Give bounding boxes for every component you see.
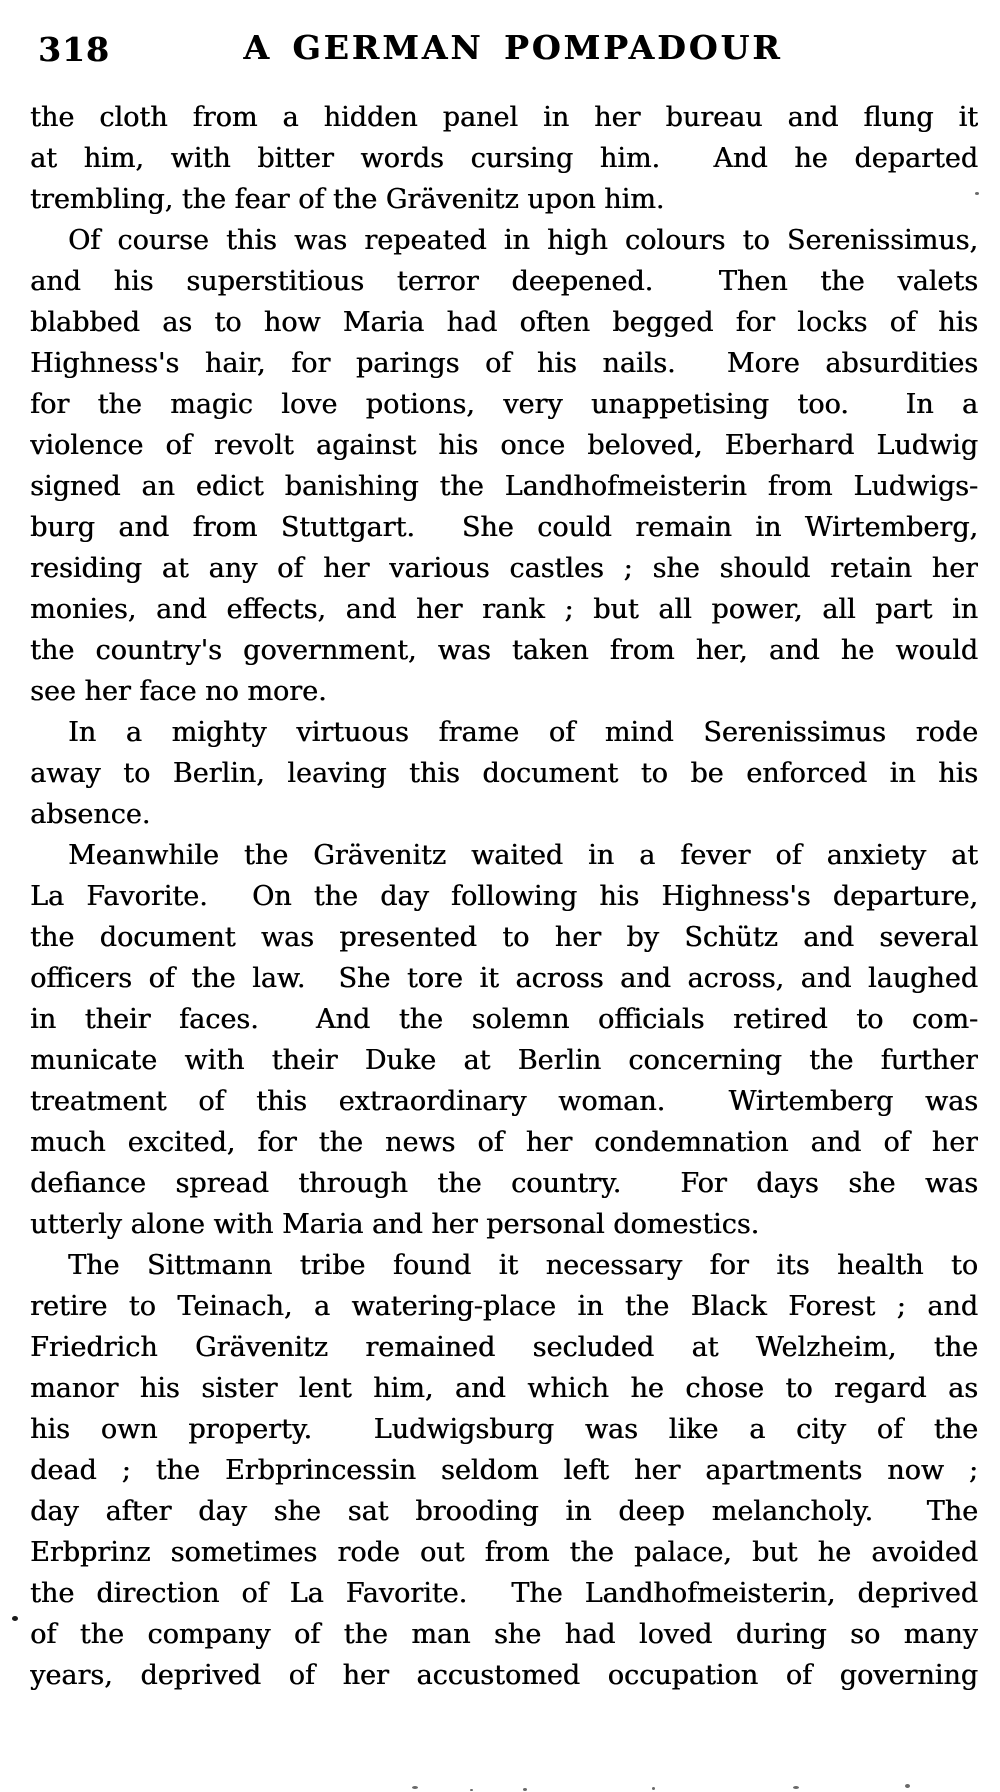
text-line: of the company of the man she had loved during so many [30,1619,978,1650]
scan-speck [412,1786,418,1789]
scan-speck [523,1788,527,1791]
scan-speck [905,1784,910,1788]
text-line: utterly alone with Maria and her personal domestics. [30,1209,760,1240]
text-line: officers of the law. She tore it across and across, and laughed [30,963,978,994]
text-line: defiance spread through the country. For days she was [30,1168,978,1199]
text-line: burg and from Stuttgart. She could remain in Wirtemberg, [30,512,978,543]
scan-speck [12,1616,18,1621]
text-line: La Favorite. On the day following his Highness's departure, [30,881,978,912]
page-header [30,28,978,75]
text-line: monies, and effects, and her rank ; but all power, all part in [30,594,978,625]
text-line: manor his sister lent him, and which he chose to regard as [30,1373,978,1404]
text-block [30,97,978,1696]
text-line: treatment of this extraordinary woman. Wirtemberg was [30,1086,978,1117]
text-line: The Sittmann tribe found it necessary for its health to [68,1250,978,1281]
text-line: years, deprived of her accustomed occupation of governing [30,1660,978,1691]
paragraph [30,835,978,1245]
text-line: dead ; the Erbprincessin seldom left her apartments now ; [30,1455,978,1486]
text-line: In a mighty virtuous frame of mind Serenissimus rode [68,717,978,748]
text-line: violence of revolt against his once beloved, Eberhard Ludwig [30,430,978,461]
text-line: in their faces. And the solemn officials retired to com- [30,1004,978,1035]
text-line: the direction of La Favorite. The Landhofmeisterin, deprived [30,1578,978,1609]
scan-speck [470,1789,473,1791]
scan-speck [652,1787,655,1790]
text-line: trembling, the fear of the Grävenitz upon him. [30,184,665,215]
paragraph [30,220,978,712]
text-line: the document was presented to her by Schütz and several [30,922,978,953]
text-line: and his superstitious terror deepened. Then the valets [30,266,978,297]
text-line: Highness's hair, for parings of his nails. More absurdities [30,348,978,379]
scan-speck [975,192,979,195]
text-line: signed an edict banishing the Landhofmeisterin from Ludwigs- [30,471,978,502]
text-line: see her face no more. [30,676,327,707]
page-number: 318 [38,30,110,69]
text-line: Of course this was repeated in high colours to Serenissimus, [68,225,978,256]
text-line: for the magic love potions, very unappetising too. In a [30,389,978,420]
text-line: day after day she sat brooding in deep melancholy. The [30,1496,978,1527]
text-line: residing at any of her various castles ; she should retain her [30,553,978,584]
text-line: Friedrich Grävenitz remained secluded at Welzheim, the [30,1332,978,1363]
text-line: the cloth from a hidden panel in her bureau and flung it [30,102,978,133]
text-line: Erbprinz sometimes rode out from the palace, but he avoided [30,1537,978,1568]
text-line: the country's government, was taken from her, and he would [30,635,978,666]
paragraph [30,712,978,835]
running-title: A GERMAN POMPADOUR [243,28,783,67]
text-line: absence. [30,799,151,830]
paragraph [30,97,978,220]
text-line: his own property. Ludwigsburg was like a city of the [30,1414,978,1445]
text-line: Meanwhile the Grävenitz waited in a fever of anxiety at [68,840,978,871]
paragraph [30,1245,978,1696]
scan-speck [793,1786,799,1789]
text-line: blabbed as to how Maria had often begged for locks of his [30,307,978,338]
text-line: retire to Teinach, a watering-place in the Black Forest ; and [30,1291,978,1322]
text-line: municate with their Duke at Berlin concerning the further [30,1045,978,1076]
text-line: at him, with bitter words cursing him. And he departed [30,143,978,174]
text-line: away to Berlin, leaving this document to be enforced in his [30,758,978,789]
text-line: much excited, for the news of her condemnation and of her [30,1127,978,1158]
